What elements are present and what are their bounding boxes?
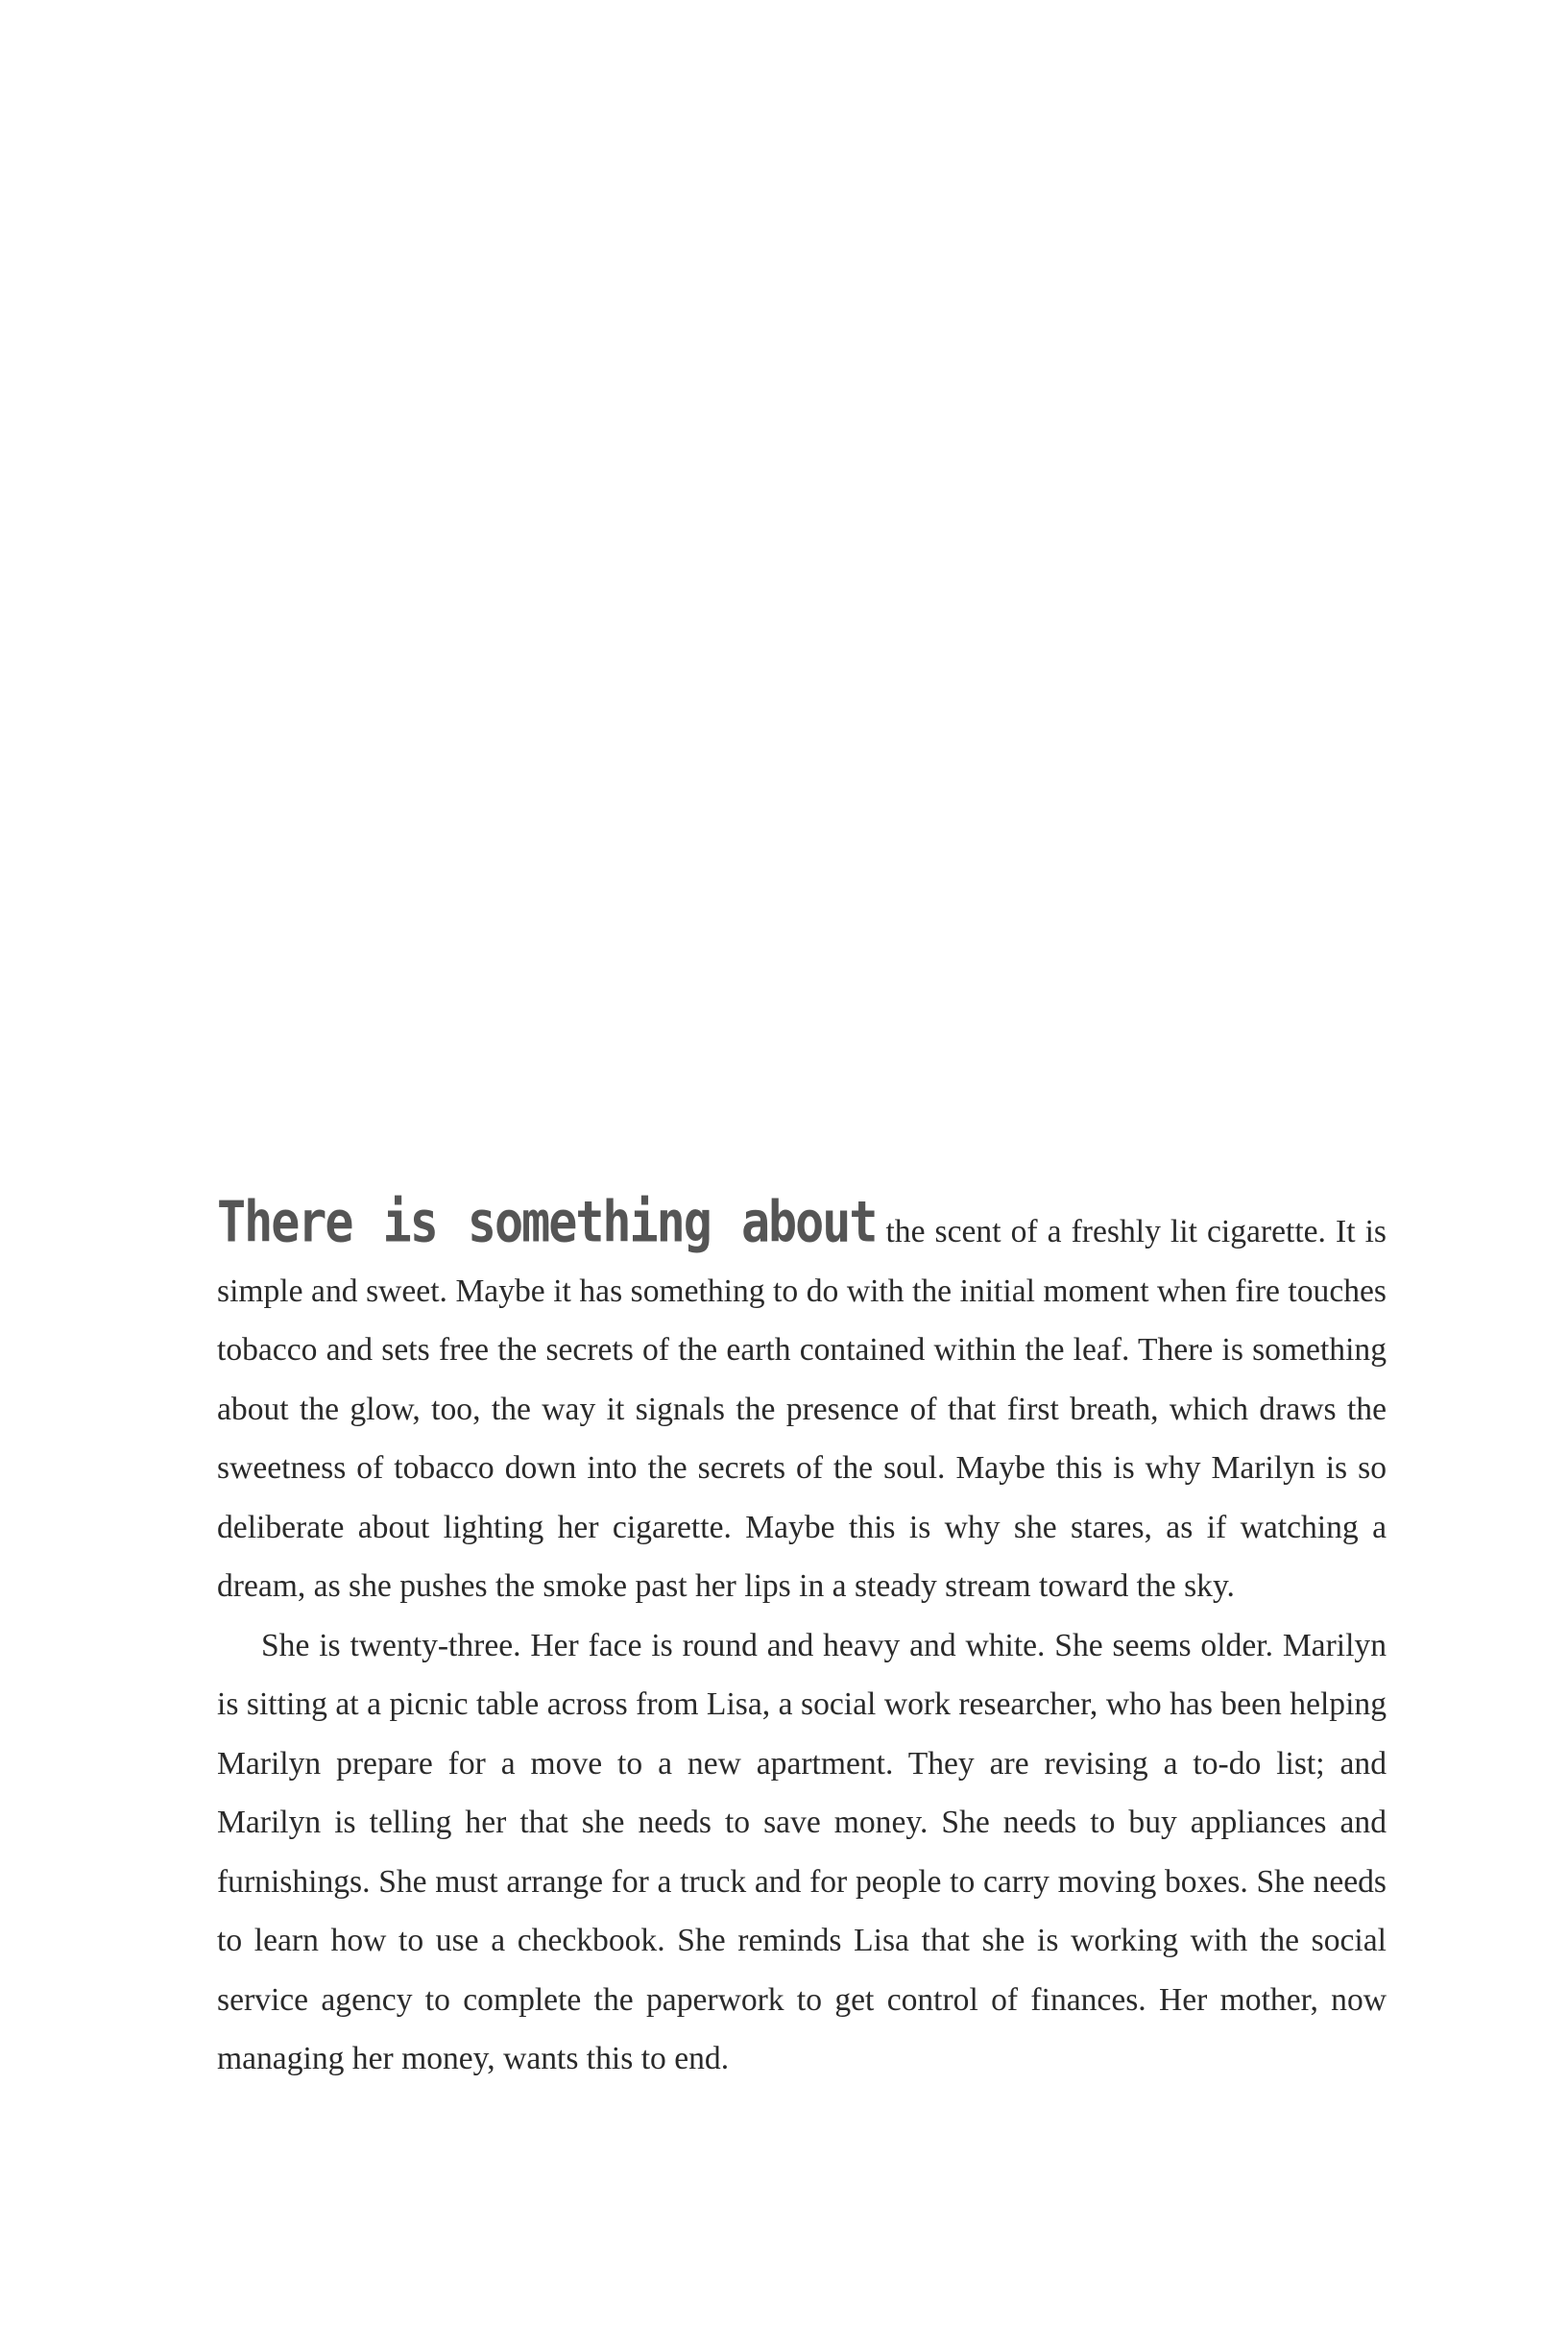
paragraph-text: the scent of a freshly lit cigarette. It is simple and sweet. Maybe it has something to do with the initial moment when fire touches tobacco and sets free the secrets of the earth contained within the leaf. There is something about the glow, too, the way it signals the presence of that first breath, which draws the sweetness of tobacco down into the secrets of the soul. Maybe this is why Marilyn is so deliberate about lighting her cigarette. Maybe this is why she stares, as if watching a dream, as she pushes the smoke past her lips in a steady stream toward the sky. — [217, 1214, 1387, 1604]
paragraph-text: She is twenty-three. Her face is round and heavy and white. She seems older. Marilyn is sitting at a picnic table across from Lisa, a social work researcher, who has been helping Marilyn prepare for a move to a new apartment. They are revising a to-do list; and Marilyn is telling her that she needs to save money. She needs to buy appliances and furnishings. She must arrange for a truck and for people to carry moving boxes. She needs to learn how to use a checkbook. She reminds Lisa that she is working with the social service agency to complete the paperwork to get control of finances. Her mother, now managing her money, wants this to end. — [217, 1627, 1387, 2076]
lead-in-heading: There is something about — [217, 1189, 877, 1255]
body-text — [217, 1189, 1387, 2089]
paragraph-second — [217, 1616, 1387, 2089]
paragraph-first — [217, 1189, 1387, 1616]
